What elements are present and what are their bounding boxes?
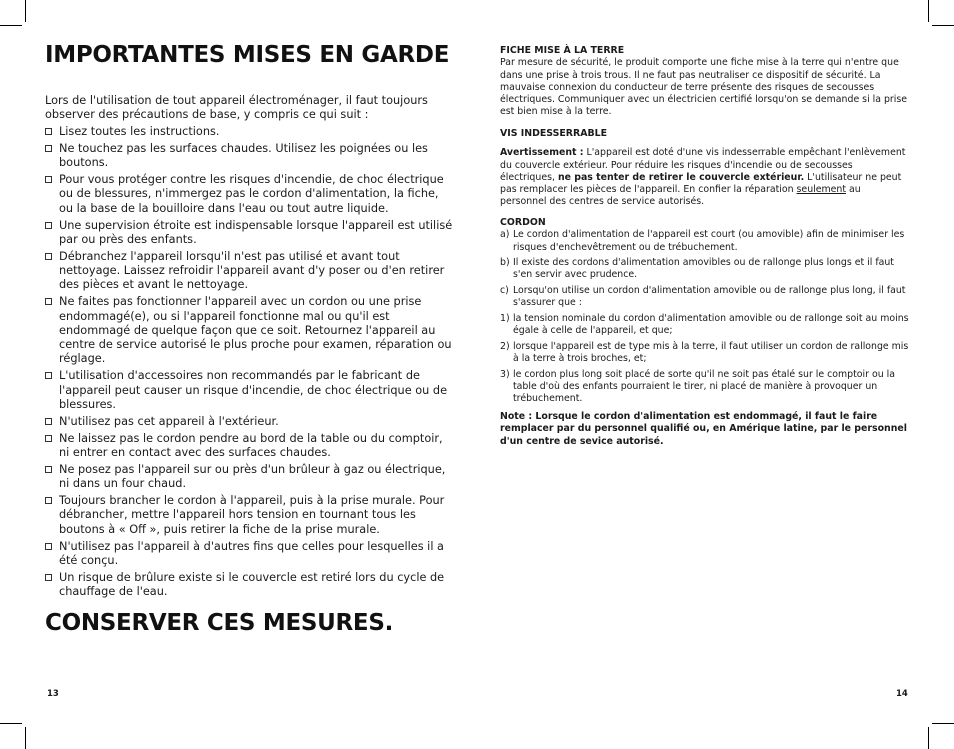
list-item: b) Il existe des cordons d'alimentation amovibles ou de rallonge plus longs et il faut s'en servir avec prudence. xyxy=(500,257,894,281)
crop-mark xyxy=(928,0,929,22)
checkbox-bullet-icon xyxy=(45,222,52,229)
safety-list xyxy=(45,125,455,602)
checkbox-bullet-icon xyxy=(45,128,52,135)
checkbox-bullet-icon xyxy=(45,435,52,442)
checkbox-bullet-icon xyxy=(45,372,52,379)
page-number: 13 xyxy=(47,689,59,699)
checkbox-bullet-icon xyxy=(45,466,52,473)
list-item: Toujours brancher le cordon à l'appareil, puis à la prise murale. Pour débrancher, mettre l'appareil hors tension en tournant tous les boutons à « Off », puis retirer la fiche de la prise murale. xyxy=(45,494,455,537)
list-item: 2) lorsque l'appareil est de type mis à la terre, il faut utiliser un cordon de rallonge mis à la terre à trois broches, et; xyxy=(500,340,909,365)
list-item: c) Lorsqu'on utilise un cordon d'alimentation amovible ou de rallonge plus long, il faut s'assurer que : xyxy=(500,285,906,309)
section-fiche xyxy=(500,45,910,119)
section-heading: CORDON xyxy=(500,217,546,228)
section-vis xyxy=(500,128,910,209)
list-item: Ne posez pas l'appareil sur ou près d'un brûleur à gaz ou électrique, ni dans un four chaud. xyxy=(45,463,455,492)
section-heading: FICHE MISE À LA TERRE xyxy=(500,45,625,56)
crop-mark xyxy=(932,25,954,26)
checkbox-bullet-icon xyxy=(45,574,52,581)
crop-mark xyxy=(932,723,954,724)
list-item: Ne touchez pas les surfaces chaudes. Utilisez les poignées ou les boutons. xyxy=(45,142,455,171)
warning-paragraph: Avertissement : L'appareil est doté d'une vis indesserrable empêchant l'enlèvement du couvercle extérieur. Pour réduire les risques d'incendie ou de secousses électriques, ne pas tenter de retirer le couvercle extérieur. L'utilisateur ne peut pas remplacer les pièces de l'appareil. En confier la réparation seulement au personnel des centres de service autorisés. xyxy=(500,147,906,208)
list-item: Lisez toutes les instructions. xyxy=(45,125,455,139)
page-number: 14 xyxy=(896,689,908,699)
note-paragraph: Note : Lorsque le cordon d'alimentation est endommagé, il faut le faire remplacer par du personnel qualifié ou, en Amérique latine, par le personnel d'un centre de sevice autorisé. xyxy=(500,411,907,447)
list-item: Un risque de brûlure existe si le couvercle est retiré lors du cycle de chauffage de l'eau. xyxy=(45,571,455,600)
list-item: Ne laissez pas le cordon pendre au bord de la table ou du comptoir, ni entrer en contact avec des surfaces chaudes. xyxy=(45,432,455,461)
list-item: N'utilisez pas l'appareil à d'autres fins que celles pour lesquelles il a été conçu. xyxy=(45,540,455,569)
list-item: 1) la tension nominale du cordon d'alimentation amovible ou de rallonge soit au moins égale à celle de l'appareil, et que; xyxy=(500,312,909,337)
crop-mark xyxy=(0,25,22,26)
closing-title: CONSERVER CES MESURES. xyxy=(45,610,394,636)
section-cordon xyxy=(500,217,910,409)
list-item: a) Le cordon d'alimentation de l'appareil est court (ou amovible) afin de minimiser les risques d'enchevêtrement ou de trébuchement. xyxy=(500,229,905,253)
checkbox-bullet-icon xyxy=(45,298,52,305)
section-heading: VIS INDESSERRABLE xyxy=(500,128,607,139)
crop-mark xyxy=(25,727,26,749)
list-item: Ne faites pas fonctionner l'appareil avec un cordon ou une prise endommagé(e), ou si l'appareil fonctionne mal ou qu'il est endommagé de quelque façon que ce soit. Retournez l'appareil au centre de service autorisé le plus proche pour examen, réparation ou réglage. xyxy=(45,295,455,366)
warning-label: Avertissement : xyxy=(500,147,584,159)
checkbox-bullet-icon xyxy=(45,543,52,550)
intro-paragraph: Lors de l'utilisation de tout appareil électroménager, il faut toujours observer des précautions de base, y compris ce qui suit : xyxy=(45,94,428,122)
crop-mark xyxy=(25,0,26,22)
section-text: Par mesure de sécurité, le produit comporte une fiche mise à la terre qui n'entre que dans une prise à trois trous. Il ne faut pas neutraliser ce dispositif de sécurité. La mauvaise connexion du conducteur de terre présente des risques de secousses électriques. Communiquer avec un électricien certifié lorsqu'on se demande si la prise est bien mise à la terre. xyxy=(500,57,908,118)
list-item: N'utilisez pas cet appareil à l'extérieur. xyxy=(45,415,455,429)
warning-emphasis: ne pas tenter de retirer le couvercle extérieur. xyxy=(557,171,805,183)
checkbox-bullet-icon xyxy=(45,145,52,152)
page-title: IMPORTANTES MISES EN GARDE xyxy=(45,42,450,68)
list-item: Une supervision étroite est indispensable lorsque l'appareil est utilisé par ou près des enfants. xyxy=(45,219,455,248)
checkbox-bullet-icon xyxy=(45,176,52,183)
checkbox-bullet-icon xyxy=(45,497,52,504)
crop-mark xyxy=(0,723,22,724)
checkbox-bullet-icon xyxy=(45,418,52,425)
list-item: Pour vous protéger contre les risques d'incendie, de choc électrique ou de blessures, n'immergez pas le cordon d'alimentation, la fiche, ou la base de la bouilloire dans l'eau ou tout autre liquide. xyxy=(45,173,455,216)
list-item: 3) le cordon plus long soit placé de sorte qu'il ne soit pas étalé sur le comptoir ou la table d'où des enfants pourraient le tirer, ni placé de manière à provoquer un trébuchement. xyxy=(500,368,895,405)
underlined-word: seulement xyxy=(796,184,847,196)
cordon-list xyxy=(500,229,910,405)
crop-mark xyxy=(928,727,929,749)
list-item: Débranchez l'appareil lorsqu'il n'est pas utilisé et avant tout nettoyage. Laissez refroidir l'appareil avant d'y poser ou d'en retirer des pièces et avant le nettoyage. xyxy=(45,250,455,293)
checkbox-bullet-icon xyxy=(45,253,52,260)
list-item: L'utilisation d'accessoires non recommandés par le fabricant de l'appareil peut causer un risque d'incendie, de choc électrique ou de blessures. xyxy=(45,369,455,412)
